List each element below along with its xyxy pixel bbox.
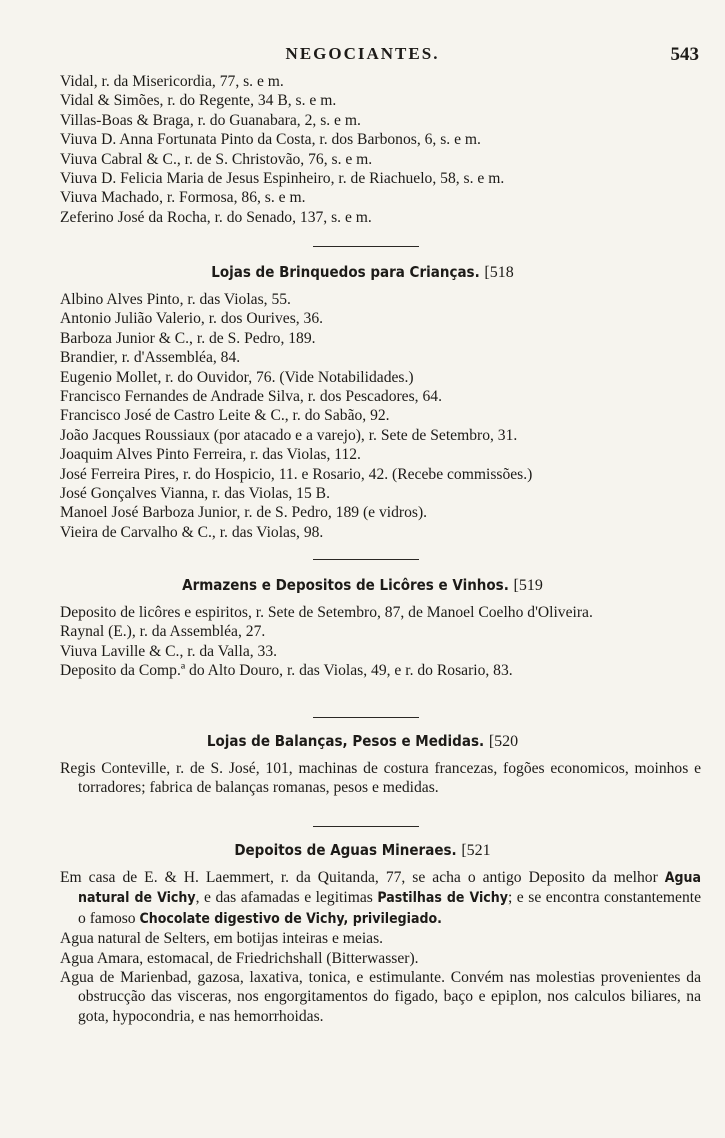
section-brinquedos bbox=[0, 260, 725, 542]
section-number: [519 bbox=[513, 577, 543, 594]
section-title: Depoitos de Aguas Mineraes. bbox=[234, 841, 457, 859]
vichy-product-chocolate: Chocolate digestivo de Vichy, privilegiado. bbox=[139, 910, 442, 927]
section-heading bbox=[0, 838, 725, 862]
list-item: Vidal & Simões, r. do Regente, 34 B, s. e m. bbox=[60, 92, 337, 110]
list-item: Vieira de Carvalho & C., r. das Violas, 98. bbox=[60, 523, 324, 541]
list-item: Viuva Laville & C., r. da Valla, 33. bbox=[60, 642, 278, 660]
section-number: [520 bbox=[488, 733, 519, 750]
list-item: Barboza Junior & C., r. de S. Pedro, 189. bbox=[60, 329, 316, 347]
running-head bbox=[0, 44, 725, 70]
section-divider bbox=[313, 559, 419, 560]
section-divider bbox=[313, 246, 419, 247]
list-item: Eugenio Mollet, r. do Ouvidor, 76. (Vide Notabilidades.) bbox=[60, 368, 414, 386]
list-item: Deposito da Comp.ª do Alto Douro, r. das Violas, 49, e r. do Rosario, 83. bbox=[60, 662, 513, 680]
section-balancas bbox=[0, 729, 725, 798]
list-item: João Jacques Roussiaux (por atacado e a varejo), r. Sete de Setembro, 31. bbox=[60, 426, 518, 444]
vichy-text-1: Em casa de E. & H. Laemmert, r. da Quitanda, 77, se acha o antigo Deposito da melhor bbox=[60, 869, 665, 886]
list-item: Viuva D. Anna Fortunata Pinto da Costa, r. dos Barbonos, 6, s. e m. bbox=[60, 131, 481, 149]
list-item: Vidal, r. da Misericordia, 77, s. e m. bbox=[60, 73, 284, 90]
list-item: Villas-Boas & Braga, r. do Guanabara, 2, s. e m. bbox=[60, 111, 361, 129]
list-item: Joaquim Alves Pinto Ferreira, r. das Violas, 112. bbox=[60, 446, 361, 464]
vichy-product-pastilles: Pastilhas de Vichy bbox=[377, 890, 508, 907]
section-divider bbox=[313, 717, 419, 718]
list-item: Viuva Cabral & C., r. de S. Christovão, 76, s. e m. bbox=[60, 150, 373, 168]
list-item: Albino Alves Pinto, r. das Violas, 55. bbox=[60, 291, 291, 308]
section-title: Lojas de Balanças, Pesos e Medidas. bbox=[206, 732, 485, 750]
section-heading bbox=[0, 260, 725, 284]
list-item: Viuva D. Felicia Maria de Jesus Espinheiro, r. de Riachuelo, 58, s. e m. bbox=[60, 170, 505, 188]
list-item: Deposito de licôres e espiritos, r. Sete de Setembro, 87, de Manoel Coelho d'Oliveira. bbox=[60, 604, 593, 621]
list-item: Agua Amara, estomacal, de Friedrichshall (Bitterwasser). bbox=[60, 949, 419, 967]
top-entries-list bbox=[0, 72, 725, 227]
list-item: Manoel José Barboza Junior, r. de S. Pedro, 189 (e vidros). bbox=[60, 504, 428, 522]
vichy-product-water: Agua natural de Vichy bbox=[78, 870, 701, 907]
page-number: 543 bbox=[670, 44, 699, 65]
vichy-text-3: ; e se encontra constantemente o famoso bbox=[78, 889, 702, 927]
list-item: Viuva Machado, r. Formosa, 86, s. e m. bbox=[60, 189, 306, 207]
vichy-text-2: , e das afamadas e legitimas bbox=[195, 889, 378, 907]
section-number: [521 bbox=[461, 842, 491, 859]
vichy-entry bbox=[0, 868, 725, 929]
list-item: Agua natural de Selters, em botijas inteiras e meias. bbox=[60, 930, 384, 948]
section-divider bbox=[313, 826, 419, 827]
section-licores bbox=[0, 573, 725, 681]
list-item: Francisco José de Castro Leite & C., r. do Sabão, 92. bbox=[60, 407, 390, 425]
section-aguas bbox=[0, 838, 725, 1026]
page-title: NEGOCIANTES. bbox=[285, 44, 440, 63]
list-item: Agua de Marienbad, gazosa, laxativa, tonica, e estimulante. Convém nas molestias provenientes da obstrucção das visceras, nos engorgitamentos do figado, baço e epiplon, nos calculos biliares, na gota, hypocondria, e nas hemorrhoidas. bbox=[60, 969, 701, 1025]
list-item: Zeferino José da Rocha, r. do Senado, 137, s. e m. bbox=[60, 208, 372, 226]
list-item: Francisco Fernandes de Andrade Silva, r. dos Pescadores, 64. bbox=[60, 388, 442, 406]
section-heading bbox=[0, 573, 725, 597]
list-item: Raynal (E.), r. da Assembléa, 27. bbox=[60, 623, 266, 641]
list-item: Antonio Julião Valerio, r. dos Ourives, 36. bbox=[60, 310, 324, 328]
list-item: José Gonçalves Vianna, r. das Violas, 15 B. bbox=[60, 485, 330, 503]
section-heading bbox=[0, 729, 725, 753]
list-item: José Ferreira Pires, r. do Hospicio, 11. e Rosario, 42. (Recebe commissões.) bbox=[60, 465, 533, 483]
list-item: Regis Conteville, r. de S. José, 101, machinas de costura francezas, fogões economicos, moinhos e torradores; fabrica de balanças romanas, pesos e medidas. bbox=[60, 760, 701, 797]
section-title: Armazens e Depositos de Licôres e Vinhos. bbox=[182, 576, 509, 594]
section-title: Lojas de Brinquedos para Crianças. bbox=[211, 263, 480, 281]
section-number: [518 bbox=[484, 264, 514, 281]
list-item: Brandier, r. d'Assembléa, 84. bbox=[60, 349, 241, 367]
